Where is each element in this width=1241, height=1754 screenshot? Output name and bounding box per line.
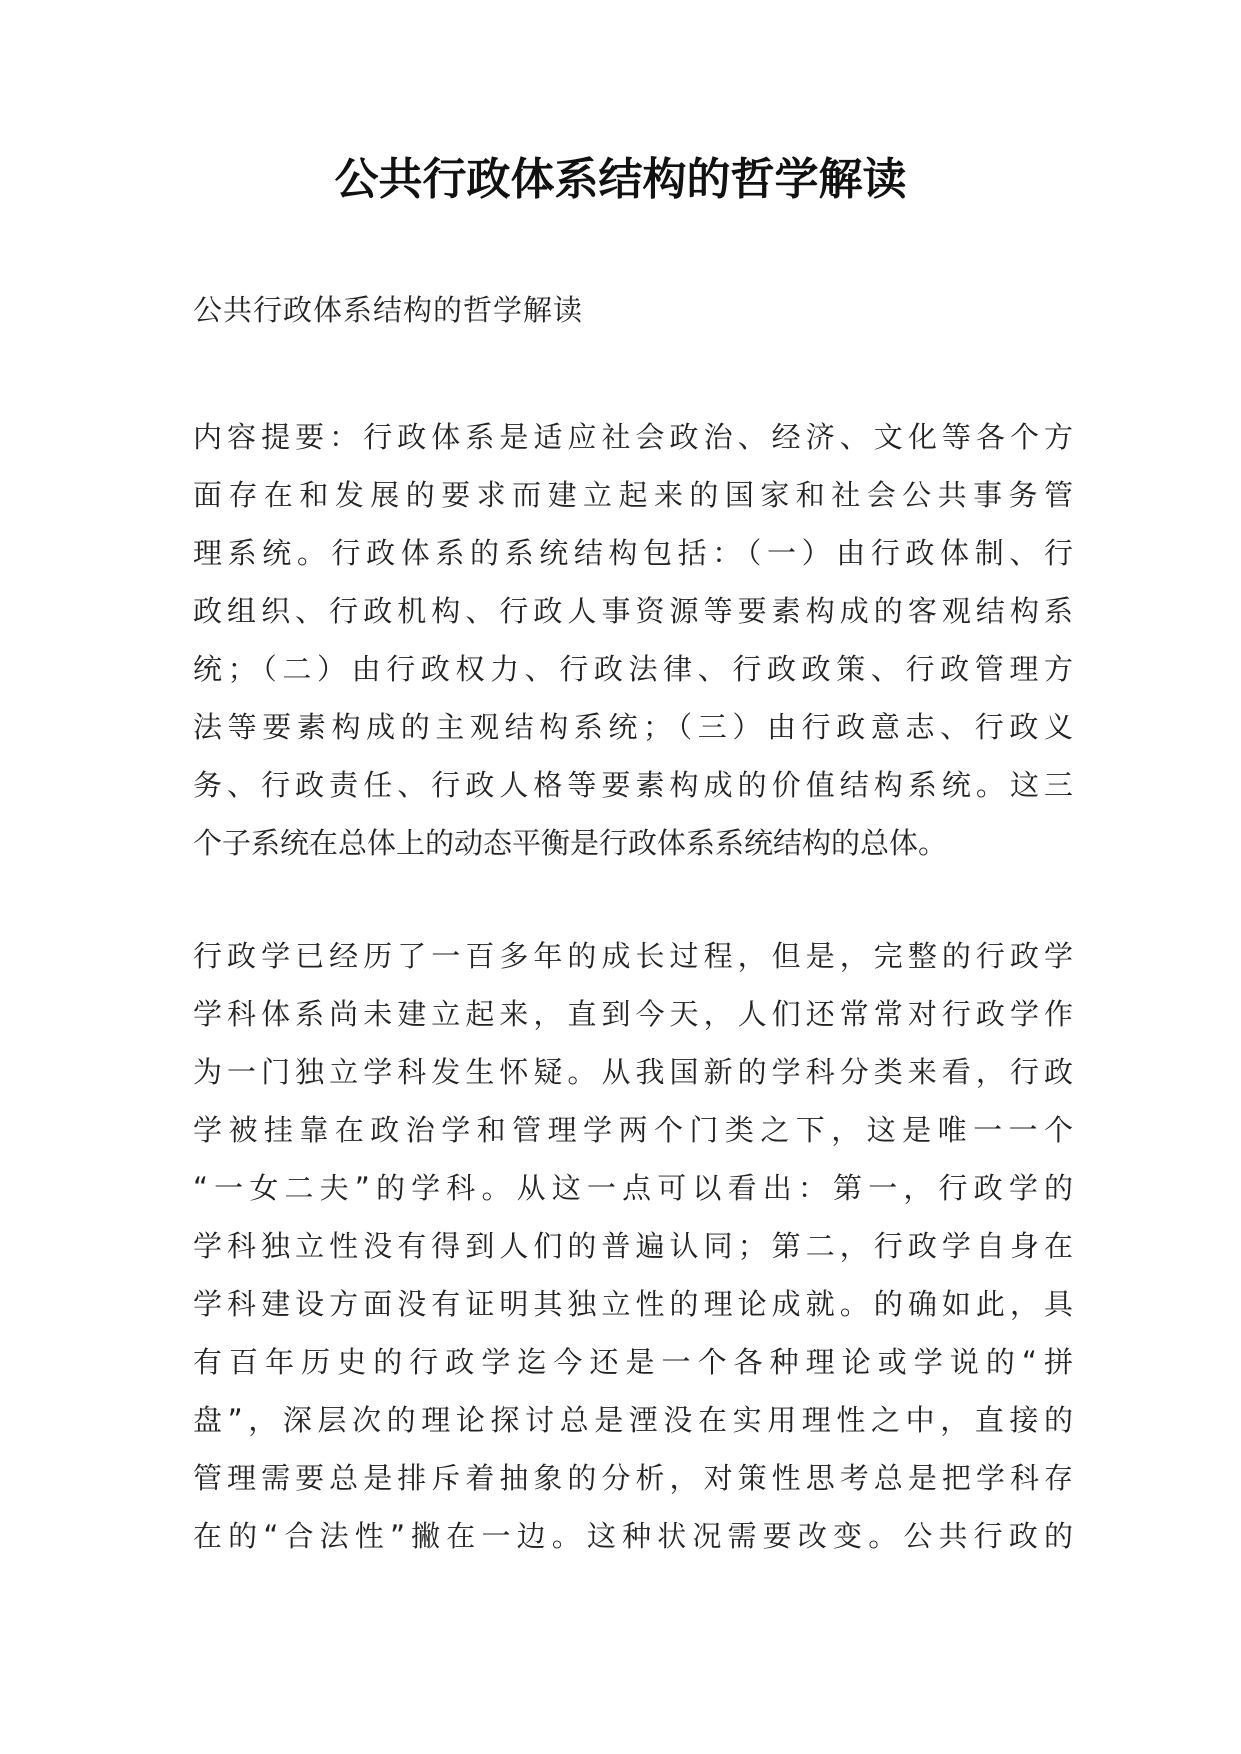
paragraph-line: 法等要素构成的主观结构系统；（三）由行政意志、行政义 — [193, 710, 1073, 744]
paragraph-line: 在的“合法性”撇在一边。这种状况需要改变。公共行政的 — [193, 1519, 1073, 1553]
paragraph-line: 个子系统在总体上的动态平衡是行政体系系统结构的总体。 — [193, 826, 948, 860]
paragraph-line: 行政学已经历了一百多年的成长过程，但是，完整的行政学 — [193, 939, 1073, 973]
paragraph-line: 学被挂靠在政治学和管理学两个门类之下，这是唯一一个 — [193, 1113, 1073, 1147]
document-title: 公共行政体系结构的哲学解读 — [334, 154, 907, 205]
paragraph-line: 内容提要：行政体系是适应社会政治、经济、文化等各个方 — [193, 420, 1073, 454]
paragraph-line: 为一门独立学科发生怀疑。从我国新的学科分类来看，行政 — [193, 1055, 1073, 1089]
paragraph-line: 面存在和发展的要求而建立起来的国家和社会公共事务管 — [193, 478, 1073, 512]
paragraph-line: 政组织、行政机构、行政人事资源等要素构成的客观结构系 — [193, 594, 1073, 628]
paragraph-line: 务、行政责任、行政人格等要素构成的价值结构系统。这三 — [193, 768, 1073, 802]
paragraph-line: 盘”，深层次的理论探讨总是湮没在实用理性之中，直接的 — [193, 1403, 1073, 1437]
paragraph-line: 学科体系尚未建立起来，直到今天，人们还常常对行政学作 — [193, 997, 1073, 1031]
paragraph-line: 学科独立性没有得到人们的普遍认同；第二，行政学自身在 — [193, 1229, 1073, 1263]
document-subtitle: 公共行政体系结构的哲学解读 — [193, 293, 584, 327]
body-paragraph — [193, 927, 1073, 1565]
paragraph-line: 学科建设方面没有证明其独立性的理论成就。的确如此，具 — [193, 1287, 1073, 1321]
paragraph-line: 统；（二）由行政权力、行政法律、行政政策、行政管理方 — [193, 652, 1073, 686]
paragraph-line: 理系统。行政体系的系统结构包括：（一）由行政体制、行 — [193, 536, 1073, 570]
paragraph-line: 有百年历史的行政学迄今还是一个各种理论或学说的“拼 — [193, 1345, 1073, 1379]
paragraph-line: 管理需要总是排斥着抽象的分析，对策性思考总是把学科存 — [193, 1461, 1073, 1495]
abstract-paragraph — [193, 408, 1073, 872]
paragraph-line: “一女二夫”的学科。从这一点可以看出：第一，行政学的 — [193, 1171, 1073, 1205]
